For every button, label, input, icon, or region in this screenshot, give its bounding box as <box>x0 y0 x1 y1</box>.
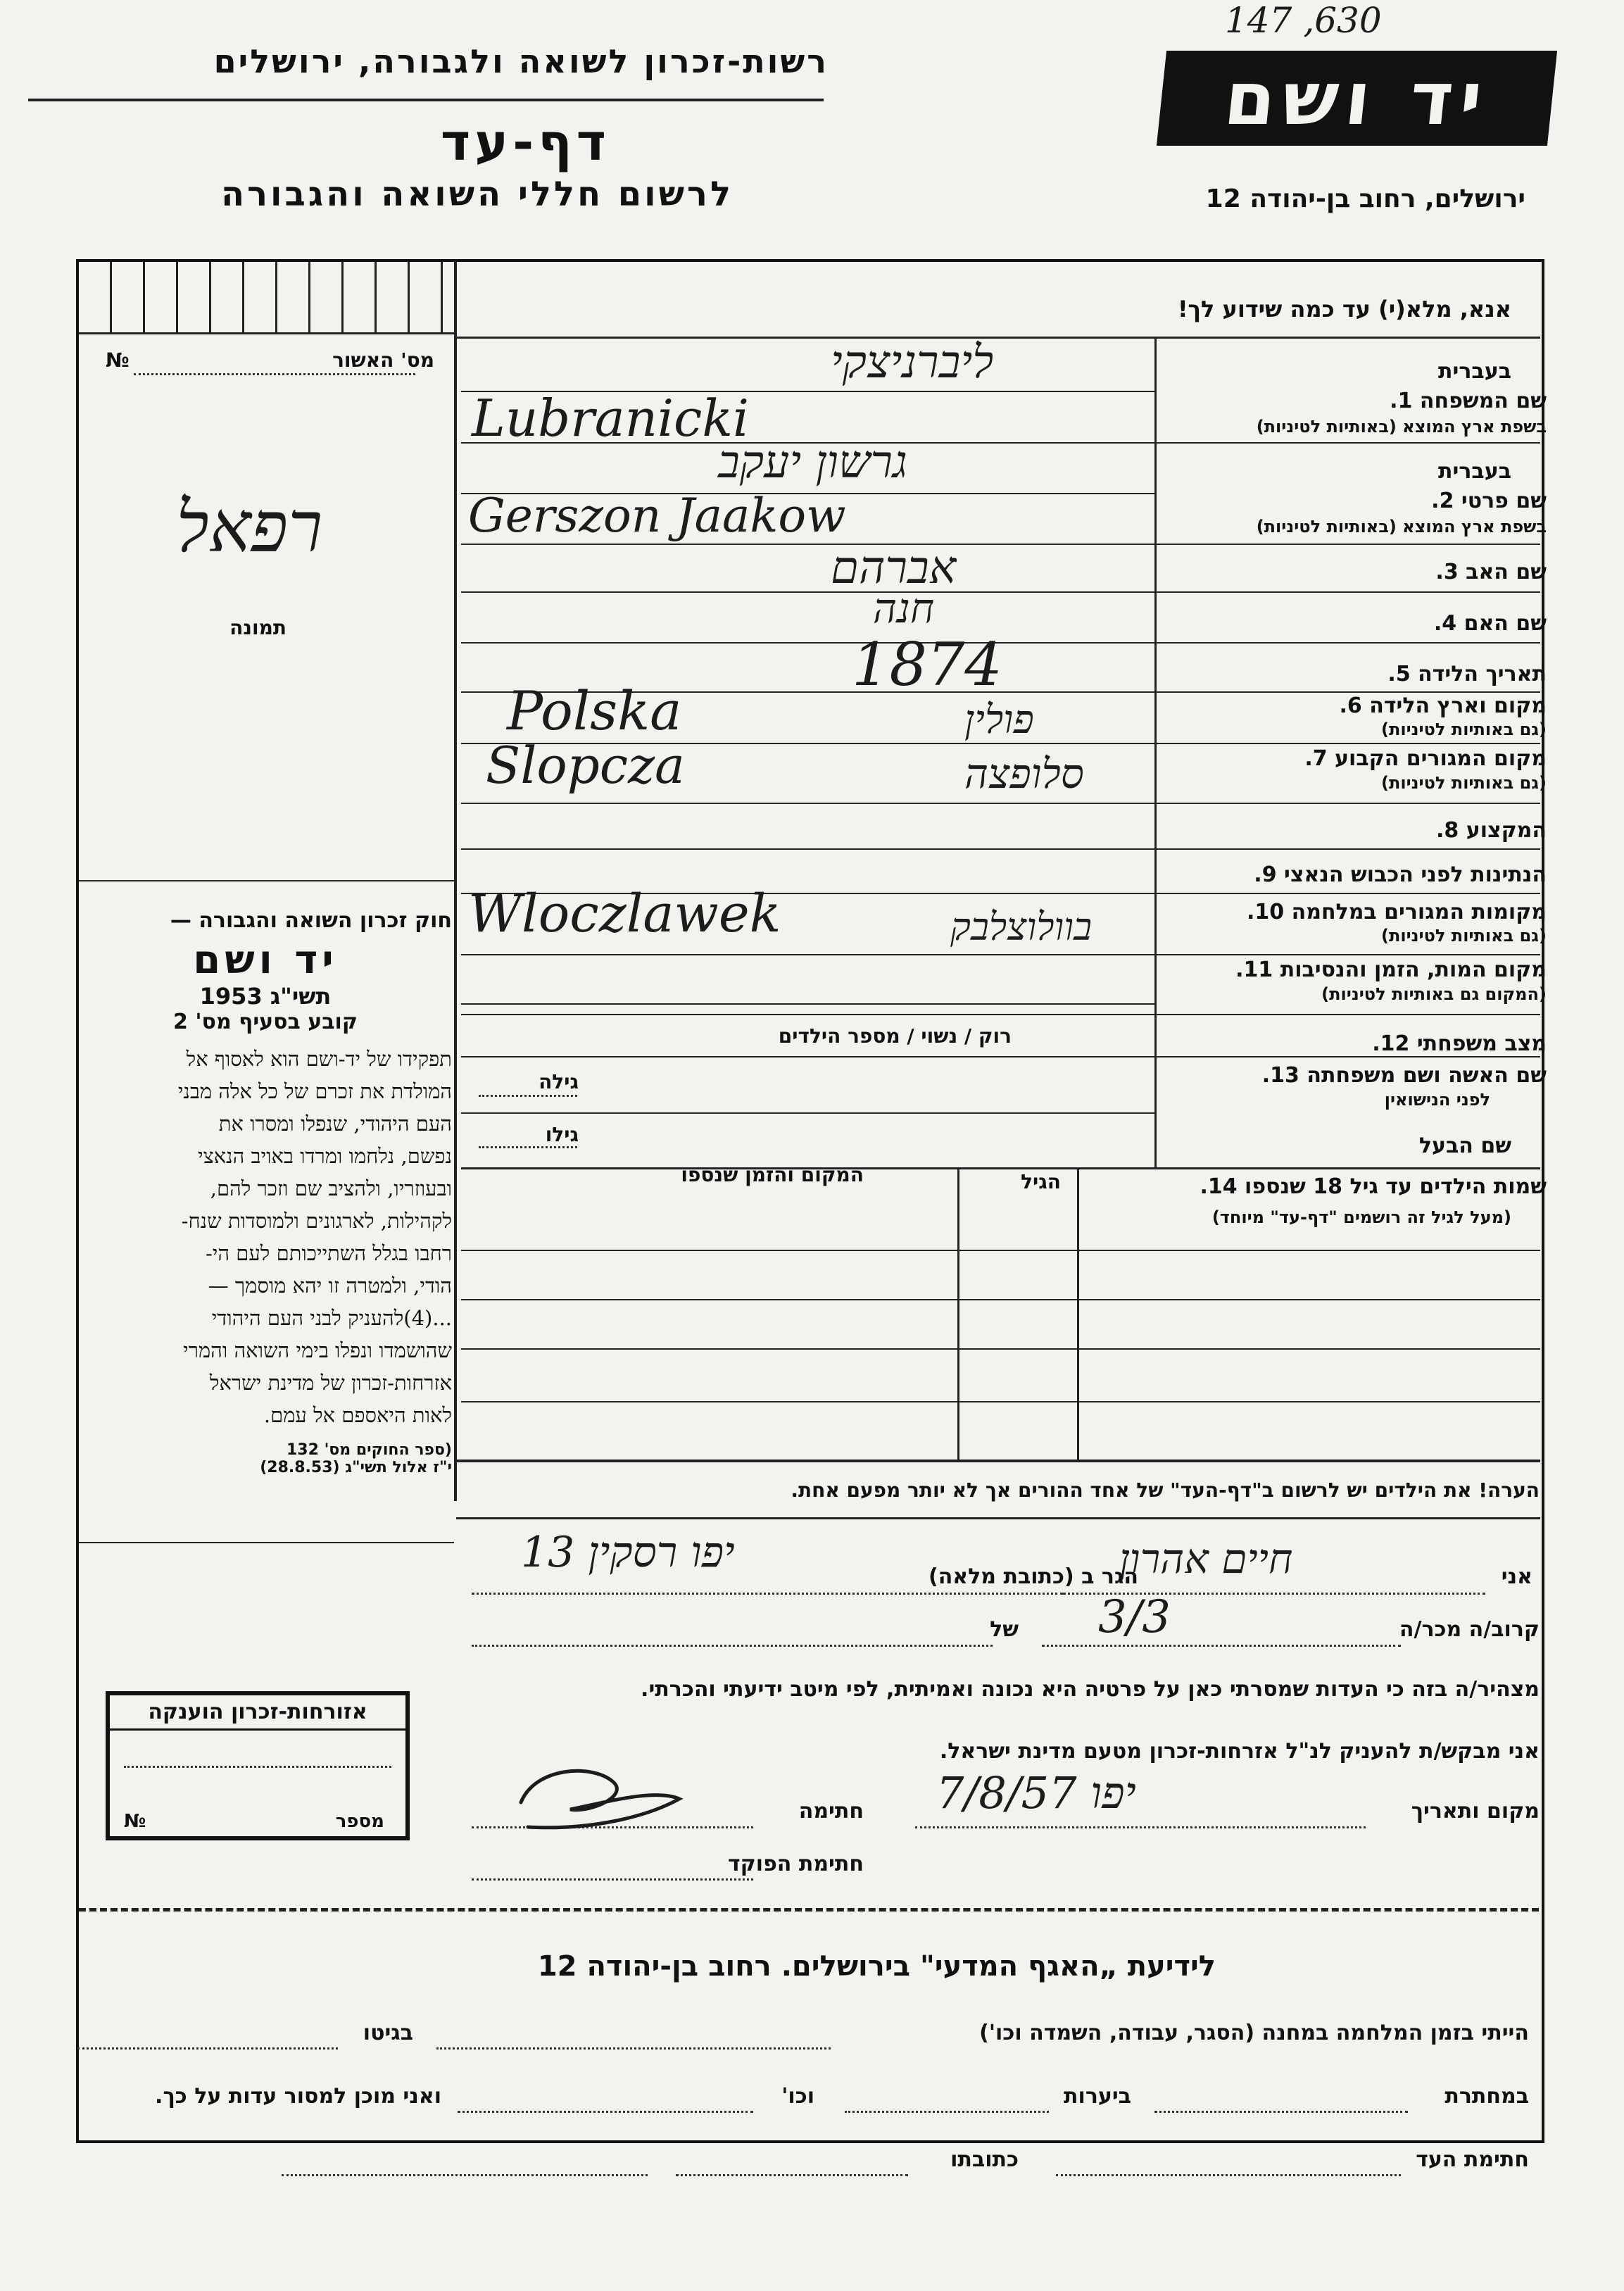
law-text-line: נפשם, נלחמו ומרדו באויב הנאצי <box>197 1144 452 1168</box>
tick-strip <box>79 262 454 334</box>
law-text-line: לאות היאספם אל עמם. <box>263 1403 452 1427</box>
underground-label: במחתרת <box>1444 2084 1529 2109</box>
field-10-num: 10. <box>1247 900 1285 924</box>
hebrew-tag-1: בעברית <box>1438 359 1511 384</box>
law-name: יד ושם <box>193 937 338 983</box>
law-text-line: ...(4)להעניק לבני העם היהודי <box>211 1306 452 1330</box>
declarant-name: חיים אהרון <box>1119 1535 1293 1583</box>
label-column-divider <box>1154 337 1157 1167</box>
children-place-col: המקום והזמן שנספו <box>681 1163 864 1186</box>
wartime-residence-hebrew: בוולוצלבק <box>950 905 1093 949</box>
husband-age-label: גילו <box>545 1123 579 1146</box>
relation-line <box>1042 1645 1401 1647</box>
field-1-sub: בשפת ארץ המוצא (באותיות לטיניות) <box>1256 417 1547 437</box>
wartime-residence-latin: Wloczlawek <box>468 884 781 944</box>
law-clause: קובע בסעיף מס' 2 <box>173 1010 358 1034</box>
header-rule <box>28 99 824 101</box>
surname-hebrew: ליברניצקי <box>831 337 994 389</box>
camp-line-dots <box>436 2047 831 2050</box>
field-10-sub: (גם באותיות לטיניות) <box>1381 926 1547 946</box>
birth-date: 1874 <box>852 630 1002 699</box>
witness-address-label: כתובתו <box>950 2147 1019 2172</box>
camp-line-start: הייתי בזמן המלחמה במחנה (הסגר, עבודה, השמדה וכו') <box>979 2021 1529 2045</box>
field-4-label: שם האם <box>1464 611 1547 636</box>
field-3-label: שם האב <box>1466 560 1547 584</box>
place-date-line <box>915 1826 1366 1828</box>
note-rule <box>456 1517 1540 1519</box>
field-5-num: 5. <box>1387 662 1411 686</box>
birth-place-latin: Polska <box>507 679 682 742</box>
forests-label: ביערות <box>1064 2084 1131 2109</box>
row-line-1b <box>461 442 1540 444</box>
law-text-line: תפקידו של יד-ושם הוא לאסוף אל <box>186 1047 452 1071</box>
ready-to-testify: ואני מוכן למסור עדות על כך. <box>155 2084 441 2109</box>
science-title: לידיעת „האגף המדעי" בירושלים. רחוב בן-יהודה 12 <box>537 1950 1216 1983</box>
law-text-line: אזרחות-זכרון של מדינת ישראל <box>209 1371 452 1395</box>
row-line-12 <box>461 1056 1540 1057</box>
declarant-address: יפו רסקין 13 <box>521 1528 735 1577</box>
instruction-rule <box>454 337 1540 339</box>
field-7-num: 7. <box>1304 746 1328 771</box>
tear-line <box>79 1908 1539 1912</box>
children-row-2 <box>461 1299 1540 1300</box>
law-text <box>79 1043 452 1431</box>
resides-label: הגר ב (כתובת מלאה) <box>928 1564 1138 1589</box>
field-11-num: 11. <box>1235 958 1273 982</box>
children-col-1 <box>1077 1167 1079 1460</box>
field-9-label: הנתינות לפני הכבוש הנאצי <box>1284 862 1547 887</box>
row-line-8 <box>461 848 1540 850</box>
field-2-num: 2. <box>1431 489 1454 513</box>
field-7-label: מקום המגורים הקבוע <box>1335 746 1547 771</box>
cert-no-line <box>134 373 415 375</box>
relation-value: 3/3 <box>1098 1591 1171 1643</box>
wife-age-label: גילה <box>539 1070 579 1093</box>
hebrew-tag-2: בעברית <box>1438 459 1511 484</box>
field-6-sub: (גם באותיות לטיניות) <box>1381 720 1547 739</box>
children-row-3 <box>461 1348 1540 1350</box>
instruction: אנא, מלא(י) עד כמה שידוע לך! <box>1177 296 1511 322</box>
field-11-label: מקום המות, הזמן והנסיבות <box>1280 958 1547 982</box>
of-line <box>472 1645 993 1647</box>
field-11-sub: (המקום גם באותיות לטיניות) <box>1321 984 1547 1004</box>
children-col-2 <box>957 1167 959 1460</box>
law-ref-1: (ספר החוקים מס' 132 <box>286 1441 452 1459</box>
etc-line <box>458 2111 753 2113</box>
field-7-sub: (גם באותיות לטיניות) <box>1381 773 1547 793</box>
field-4-num: 4. <box>1433 611 1457 636</box>
children-row-1 <box>461 1250 1540 1251</box>
field-13-num: 13. <box>1261 1063 1299 1088</box>
field-8-num: 8. <box>1435 818 1459 843</box>
etc-label: וכו' <box>781 2084 814 2109</box>
request-text: אני מבקש/ת להעניק לנ"ל אזרחות-זכרון מטעם מדינת ישראל. <box>939 1739 1540 1764</box>
form-title: דף-עד <box>440 113 610 172</box>
field-13-sub: לפני הנישואין <box>1384 1090 1490 1110</box>
form-subtitle: לרשום חללי השואה והגבורה <box>221 175 734 214</box>
field-12-label: מצב משפחתי <box>1416 1031 1547 1056</box>
children-row-4 <box>461 1401 1540 1402</box>
declaration-text: מצהיר/ה בזה כי העדות שמסרתי כאן על פרטיה היא נכונה ואמיתית, לפי מיטב ידיעתי והכרתי. <box>641 1677 1540 1702</box>
citizenship-line <box>124 1766 391 1768</box>
field-1-label: שם המשפחה <box>1419 389 1547 413</box>
row-line-13 <box>461 1167 1540 1169</box>
law-box-bottom <box>79 1542 454 1543</box>
authority-name: רשות-זכרון לשואה ולגבורה, ירושלים <box>213 42 829 80</box>
children-table-bottom <box>456 1460 1540 1462</box>
row-line-11a <box>461 1003 1154 1005</box>
of-label: של <box>990 1617 1019 1642</box>
field-6-label: מקום וארץ הלידה <box>1369 693 1547 718</box>
underground-line <box>1154 2111 1408 2113</box>
place-date-value: יפו 7/8/57 <box>936 1767 1136 1819</box>
law-text-line: העם היהודי, שנפלו ומסרו את <box>218 1112 452 1136</box>
row-line-3 <box>461 591 1540 593</box>
field-14-label: שמות הילדים עד גיל 18 שנספו <box>1245 1174 1547 1199</box>
firstname-latin: Gerszon Jaakow <box>468 489 846 543</box>
citizenship-number-symbol: № <box>124 1811 146 1832</box>
husband-label: שם הבעל <box>1418 1134 1511 1158</box>
field-14-sub: (מעל לגיל זה רושמים "דף-עד" מיוחד) <box>1211 1207 1511 1227</box>
law-title: חוק זכרון השואה והגבורה — <box>170 908 452 933</box>
field-8-label: המקצוע <box>1466 818 1547 843</box>
father-name: אברהם <box>831 542 957 594</box>
photo-handwriting: רפאל <box>176 486 323 568</box>
address-header: ירושלים, רחוב בן-יהודה 12 <box>1205 184 1525 213</box>
place-date-label: מקום ותאריך <box>1411 1799 1540 1824</box>
field-9-num: 9. <box>1254 862 1277 887</box>
field-14-num: 14. <box>1200 1174 1238 1199</box>
ghetto-line-dots <box>77 2047 338 2050</box>
yad-vashem-logo: יד ושם <box>1157 51 1557 146</box>
surname-latin: Lubranicki <box>472 389 749 448</box>
cert-no-label: מס' האשור <box>332 349 434 372</box>
field-10-label: מקומות המגורים במלחמה <box>1291 900 1547 924</box>
photo-label: תמונה <box>229 616 287 639</box>
firstname-hebrew: גרשון יעקב <box>718 437 907 489</box>
officer-signature-label: חתימת הפוקד <box>728 1852 864 1876</box>
law-year: תשי"ג 1953 <box>199 983 332 1010</box>
field-2-label: שם פרטי <box>1461 489 1547 513</box>
law-text-line: לקהילות, לארגונים ולמוסדות שנח- <box>181 1209 452 1233</box>
law-text-line: הודי, ולמטרה זו יהא מוסמך — <box>208 1274 452 1298</box>
husband-age-line <box>479 1146 577 1148</box>
field-13-label: שם האשה ושם משפחתה <box>1307 1063 1547 1088</box>
witness-address-line-b <box>282 2174 648 2176</box>
field-1-num: 1. <box>1390 389 1413 413</box>
photo-area-bottom <box>79 880 454 881</box>
law-text-line: ובעוזריו, ולהציב שם וזכר להם, <box>210 1176 452 1200</box>
citizenship-box <box>106 1691 410 1840</box>
wife-age-line <box>479 1095 577 1097</box>
children-age-col: הגיל <box>1021 1170 1061 1193</box>
officer-signature-line <box>472 1878 753 1881</box>
law-ref-2: י"ז אלול תשי"ג (28.8.53) <box>260 1459 452 1476</box>
field-5-label: תאריך הלידה <box>1418 662 1547 686</box>
law-text-line: המולדת את זכרם של כל אלה מבני <box>177 1079 452 1103</box>
field-12-num: 12. <box>1372 1031 1410 1056</box>
citizenship-number-label: מספר <box>335 1811 384 1832</box>
row-line-11 <box>461 1014 1540 1015</box>
residence-hebrew: סלופצה <box>964 750 1084 798</box>
witness-signature-label: חתימת העד <box>1416 2147 1529 2172</box>
note-text: הערה! את הילדים יש לרשום ב"דף-העד" של אחד ההורים אך לא יותר מפעם אחת. <box>791 1479 1540 1502</box>
law-text-line: רחבו בגלל השתייכותם לעם הי- <box>206 1241 452 1265</box>
forests-line <box>845 2111 1049 2113</box>
row-line-13a <box>461 1112 1154 1114</box>
left-column-divider <box>454 261 457 1501</box>
row-line-10 <box>461 954 1540 955</box>
mother-name: חנה <box>873 584 935 632</box>
ghetto-label: בגיטו <box>363 2021 413 2045</box>
law-text-line: שהושמדו ונפלו בימי השואה והמרי <box>183 1338 452 1362</box>
witness-signature-line <box>1056 2174 1401 2176</box>
signature-scribble <box>507 1760 690 1838</box>
residence-latin: Slopcza <box>486 736 685 795</box>
address-line <box>472 1593 1063 1595</box>
marital-options: רוק / נשוי / מספר הילדים <box>778 1024 1012 1048</box>
cert-no-symbol: № <box>106 349 130 372</box>
field-6-num: 6. <box>1339 693 1362 718</box>
row-line-7 <box>461 803 1540 804</box>
relation-label: קרוב/ה מכר/ה <box>1399 1617 1540 1642</box>
law-box <box>79 908 452 1542</box>
archive-number: 630, 147 <box>1225 0 1382 41</box>
witness-address-line-a <box>676 2174 908 2176</box>
field-3-num: 3. <box>1435 560 1459 584</box>
signature-label: חתימה <box>798 1799 864 1824</box>
citizenship-title: אזורחות-זכרון הוענקה <box>110 1695 405 1731</box>
field-2-sub: בשפת ארץ המוצא (באותיות לטיניות) <box>1256 517 1547 536</box>
row-line-2b <box>461 544 1540 545</box>
declarant-i-label: אני <box>1501 1564 1532 1589</box>
birth-place-hebrew: פולין <box>964 697 1034 743</box>
